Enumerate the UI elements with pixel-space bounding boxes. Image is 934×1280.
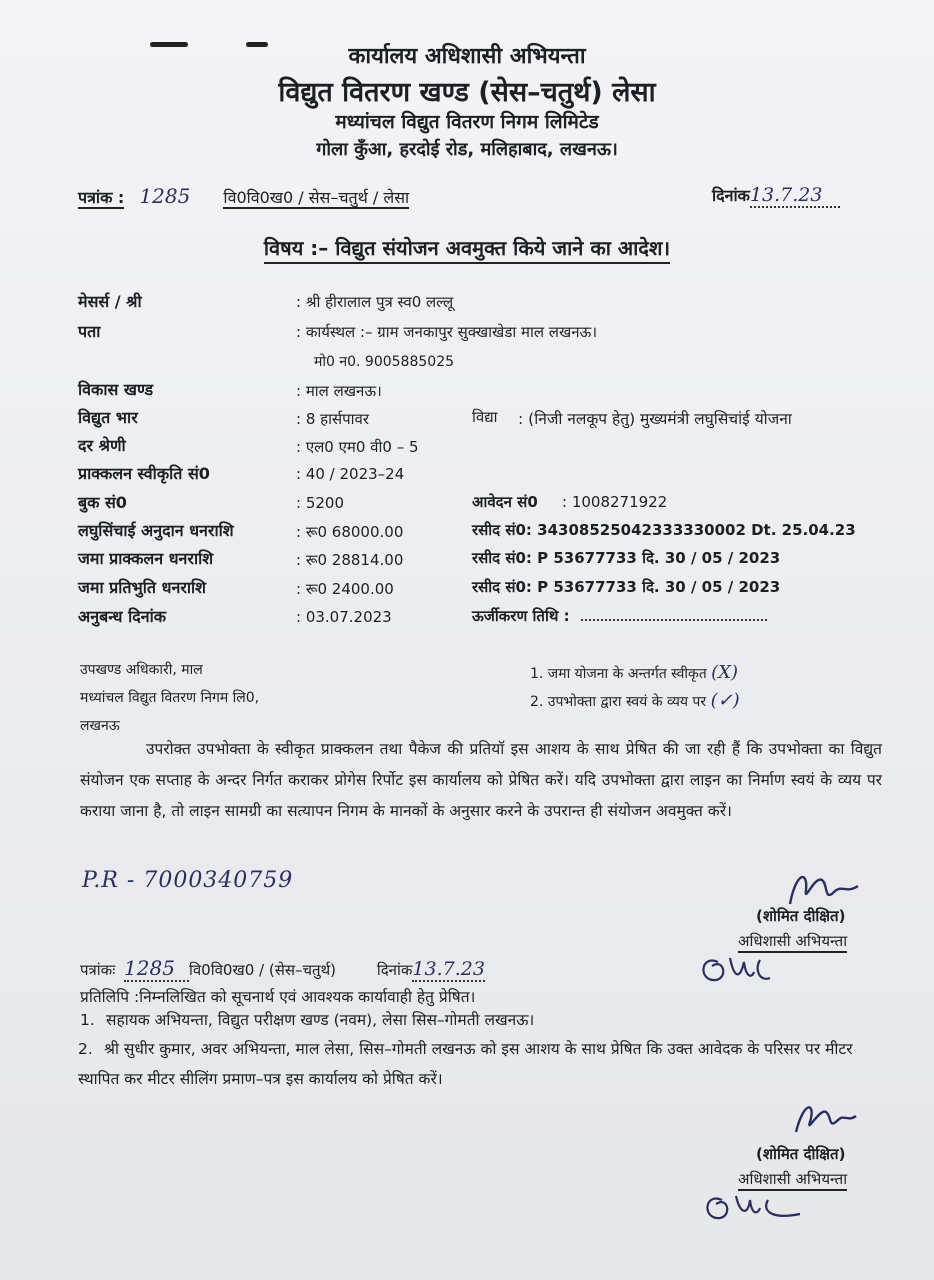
agreement-value: : 03.07.2023 (296, 608, 392, 626)
tariff-label: दर श्रेणी (78, 436, 126, 455)
reference-block (78, 184, 409, 208)
copy-item-2-num: 2. (78, 1040, 93, 1058)
reference-number: 1285 (139, 184, 191, 208)
copy-item-1-text: सहायक अभियन्ता, विद्युत परीक्षण खण्ड (नवम), लेसा सिस–गोमती लखनऊ। (106, 1011, 535, 1029)
subject-line (0, 234, 934, 261)
option-2-mark: (✓) (710, 690, 740, 711)
address-value: : कार्यस्थल :– ग्राम जनकापुर सुक्खाखेडा माल लखनऊ। (296, 323, 598, 341)
option-1-text: 1. जमा योजना के अन्तर्गत स्वीकृत (530, 666, 707, 682)
option-1-mark: (X) (711, 662, 739, 683)
copy-reference-block (80, 956, 485, 982)
letterhead-office: कार्यालय अधिशासी अभियन्ता (348, 44, 586, 69)
security-value: : रू0 2400.00 (296, 580, 394, 598)
addressee-line1: उपखण्ड अधिकारी, माल (80, 662, 203, 678)
signature-1-name: (शोमित दीक्षित) (756, 907, 846, 925)
estimate-value: : 40 / 2023–24 (296, 465, 405, 483)
energize-blank (581, 619, 767, 621)
copy-intro: प्रतिलिपि :निम्नलिखित को सूचनार्थ एवं आवश्यक कार्यावाही हेतु प्रेषित। (80, 988, 476, 1006)
application-label: आवेदन सं0 (472, 493, 538, 511)
reference-date-label: दिनांक (712, 186, 750, 205)
option-2-text: 2. उपभोक्ता द्वारा स्वयं के व्यय पर (530, 694, 707, 710)
application-value: : 1008271922 (562, 493, 668, 511)
energize-label: ऊर्जीकरण तिथि : (472, 607, 570, 625)
name-label: मेसर्स / श्री (78, 292, 142, 311)
copy-date: 13.7.23 (412, 958, 485, 980)
addressee-line3: लखनऊ (80, 718, 120, 734)
name-value: : श्री हीरालाल पुत्र स्व0 लल्लू (296, 293, 454, 311)
address-label: पता (78, 322, 101, 341)
agreement-label: अनुबन्ध दिनांक (78, 607, 167, 626)
signature-2-name: (शोमित दीक्षित) (756, 1145, 846, 1163)
option-2 (530, 690, 740, 711)
subject-text: विषय :– विद्युत संयोजन अवमुक्त किये जाने का आदेश। (264, 236, 670, 264)
block-value: : माल लखनऊ। (296, 382, 382, 400)
copy-item-1 (80, 1008, 534, 1030)
option-1 (530, 662, 738, 683)
book-value: : 5200 (296, 494, 344, 512)
block-label: विकास खण्ड (78, 380, 154, 399)
receipt-3: रसीद सं0: P 53677733 दि. 30 / 05 / 2023 (472, 578, 781, 596)
receipt-2: रसीद सं0: P 53677733 दि. 30 / 05 / 2023 (472, 549, 781, 567)
scheme-label: विद्या (472, 408, 498, 426)
receipt-1: रसीद सं0: 34308525042333330002 Dt. 25.04.23 (472, 521, 856, 539)
subsidy-label: लघुसिंचाई अनुदान धनराशि (78, 521, 234, 540)
signature-1-title: अधिशासी अभियन्ता (738, 931, 847, 953)
estimate-label: प्राक्कलन स्वीकृति सं0 (78, 464, 210, 483)
letterhead-address: गोला कुँआ, हरदोई रोड, मलिहाबाद, लखनऊ। (316, 139, 618, 160)
copy-reference-dept: वि0वि0ख0 / (सेस–चतुर्थ) (188, 961, 337, 979)
addressee-line2: मध्यांचल विद्युत वितरण निगम लि0, (80, 690, 260, 706)
load-label: विद्युत भार (78, 408, 138, 427)
tariff-value: : एल0 एम0 वी0 – 5 (296, 438, 419, 456)
initials-1-scrawl (694, 948, 774, 992)
deposit-value: : रू0 28814.00 (296, 551, 404, 569)
copy-reference-label: पत्रांकः (80, 961, 116, 979)
copy-item-2 (78, 1034, 886, 1094)
copy-item-1-num: 1. (80, 1011, 95, 1029)
reference-dept: वि0वि0ख0 / सेस–चतुर्थ / लेसा (223, 188, 410, 207)
energize-block (472, 606, 767, 626)
scheme-value: : (निजी नलकूप हेतु) मुख्यमंत्री लघुसिचांई योजना (518, 410, 792, 428)
subsidy-value: : रू0 68000.00 (296, 523, 404, 541)
initials-2-scrawl (696, 1186, 806, 1230)
body-paragraph: उपरोक्त उपभोक्ता के स्वीकृत प्राक्कलन तथा पैकेज की प्रतियॉ इस आशय के साथ प्रेषित की जा रही हैं कि उपभोक्ता का विद्युत संयोजन एक सप्ताह के अन्दर निर्गत कराकर प्रोगेस रिर्पोट इस कार्यालय को प्रेषित करें। यदि उपभोक्ता द्वारा लाइन का निर्माण स्वयं के व्यय पर कराया जाना है, तो लाइन सामग्री का सत्यापन निगम के मानकों के अनुसार करने के उपरान्त ही संयोजन अवमुक्त करें। (80, 740, 882, 820)
reference-label: पत्रांक : (78, 188, 125, 207)
signature-2-title: अधिशासी अभियन्ता (738, 1169, 847, 1191)
letterhead-division: विद्युत वितरण खण्ड (सेस–चतुर्थ) लेसा (278, 77, 656, 108)
letterhead-corporation: मध्यांचल विद्युत वितरण निगम लिमिटेड (335, 111, 599, 133)
mobile-number: मो0 न0. 9005885025 (314, 354, 455, 370)
copy-reference-number: 1285 (124, 956, 175, 980)
security-label: जमा प्रतिभुति धनराशि (78, 578, 207, 597)
handwritten-pr-number: P.R - 7000340759 (82, 868, 294, 893)
book-label: बुक सं0 (78, 493, 127, 512)
reference-date: 13.7.23 (749, 184, 823, 206)
reference-date-block (712, 184, 840, 208)
deposit-label: जमा प्राक्कलन धनराशि (78, 549, 214, 568)
copy-item-2-text: श्री सुधीर कुमार, अवर अभियन्ता, माल लेसा, सिस–गोमती लखनऊ को इस आशय के साथ प्रेषित कि उक्त आवेदक के परिसर पर मीटर स्थापित कर मीटर सीलिंग प्रमाण–पत्र इस कार्यालय को प्रेषित करें। (78, 1040, 853, 1088)
signature-2-scrawl (790, 1094, 860, 1140)
copy-date-label: दिनांक (376, 961, 413, 979)
load-value: : 8 हार्सपावर (296, 410, 370, 428)
